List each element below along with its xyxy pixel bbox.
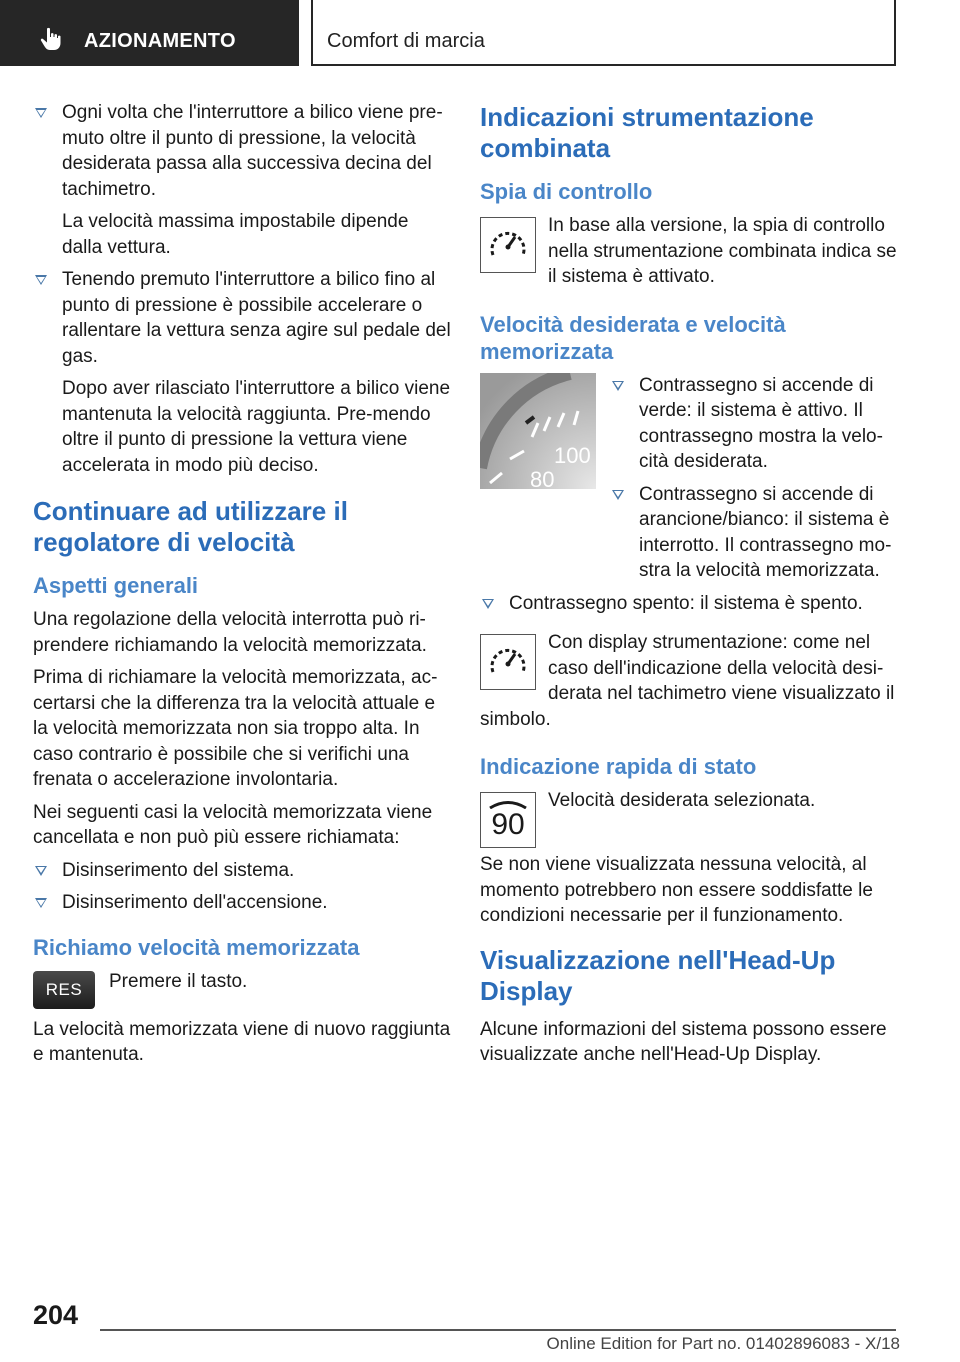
res-button-image: RES	[33, 971, 95, 1009]
paragraph: Nei seguenti casi la velocità memorizzata viene cancellata e non può più essere richiamata:	[33, 801, 433, 848]
section-heading: Continuare ad utilizzare il regolatore di velocità	[33, 496, 348, 557]
set-speed-value: 90	[491, 808, 525, 841]
triangle-bullet-icon	[35, 898, 47, 908]
right-column	[480, 100, 900, 1075]
list-item-text: Tenendo premuto l'interruttore a bilico fino al punto di pressione è possibile accelerare o rallentare la vettura senza agire sul pedale del gas.	[62, 269, 451, 367]
triangle-bullet-icon	[612, 490, 624, 500]
edition-note: Online Edition for Part no. 01402896083 - X/18	[546, 1334, 900, 1353]
list-item-text: Ogni volta che l'interruttore a bilico viene pre-muto oltre il punto di pressione, la velocità desiderata passa alla successiva decina del tachimetro.	[62, 102, 443, 200]
section-title: AZIONAMENTO	[84, 30, 236, 52]
gauge-label: 100	[554, 442, 591, 468]
gauge-label: 80	[530, 466, 555, 489]
paragraph: Prima di richiamare la velocità memorizzata, ac-certarsi che la differenza tra la velocità attuale e la velocità memorizzata non sia troppo alta. In caso contrario è possibile che si verifichi una frenata o accelerazione involontaria.	[33, 667, 438, 790]
page-number: 204	[33, 1300, 79, 1330]
page-header	[0, 0, 960, 66]
list-item	[33, 267, 451, 369]
indicator-row	[480, 630, 900, 739]
triangle-bullet-icon	[35, 108, 47, 118]
list-item-text: Contrassegno si accende di arancione/bianco: il sistema è interrotto. Il contrassegno mo-stra la velocità memorizzata.	[639, 483, 892, 581]
paragraph: Se non viene visualizzata nessuna velocità, al momento potrebbero non essere soddisfatte le condizioni necessarie per il funzionamento.	[480, 854, 873, 926]
triangle-bullet-icon	[35, 866, 47, 876]
paragraph: Con display strumentazione: come nel caso dell'indicazione della velocità desi-derata nel tachimetro viene visualizzato il simbolo.	[480, 632, 895, 730]
list-item	[33, 858, 451, 884]
paragraph: La velocità memorizzata viene di nuovo raggiunta e mantenuta.	[33, 1018, 451, 1065]
list-note: La velocità massima impostabile dipende dalla vettura.	[62, 211, 409, 258]
subsection-heading: Spia di controllo	[480, 179, 653, 204]
chapter-title: Comfort di marcia	[327, 30, 485, 52]
paragraph: Una regolazione della velocità interrotta può ri-prendere richiamando la velocità memorizzata.	[33, 609, 427, 656]
triangle-bullet-icon	[612, 381, 624, 391]
paragraph: In base alla versione, la spia di controllo nella strumentazione combinata indica se il sistema è attivato.	[548, 215, 897, 287]
paragraph: Velocità desiderata selezionata.	[548, 790, 816, 811]
paragraph: Alcune informazioni del sistema possono essere visualizzate anche nell'Head-Up Display.	[480, 1018, 887, 1065]
subsection-heading: Richiamo velocità memorizzata	[33, 934, 360, 960]
res-instruction	[33, 969, 451, 1017]
subsection-heading: Aspetti generali	[33, 573, 199, 598]
list-item-text: Contrassegno si accende di verde: il sistema è attivo. Il contrassegno mostra la velo-cità desiderata.	[639, 374, 883, 472]
triangle-bullet-icon	[35, 275, 47, 285]
gauge-row	[480, 373, 900, 591]
section-tab	[0, 0, 299, 66]
subsection-heading: Velocità desiderata e velocità memorizzata	[480, 311, 786, 364]
set-speed-icon	[480, 792, 536, 848]
speedometer-icon	[480, 217, 536, 273]
indicator-row	[480, 213, 900, 297]
list-note: Dopo aver rilasciato l'interruttore a bilico viene mantenuta la velocità raggiunta. Pre-mendo oltre il punto di pressione la vettura viene accelerata in modo più deciso.	[62, 378, 451, 476]
triangle-bullet-icon	[482, 599, 494, 609]
speedometer-icon	[480, 634, 536, 690]
list-item	[33, 890, 451, 916]
list-item-text: Disinserimento dell'accensione.	[62, 892, 328, 913]
left-column	[33, 100, 451, 1075]
list-item	[480, 591, 900, 617]
list-item-text: Disinserimento del sistema.	[62, 859, 295, 881]
list-item	[610, 373, 900, 475]
subsection-heading: Indicazione rapida di stato	[480, 754, 757, 779]
list-item	[33, 100, 451, 202]
footer-divider	[100, 1329, 896, 1331]
section-heading: Indicazioni strumentazione combinata	[480, 102, 814, 163]
section-heading: Visualizzazione nell'Head-Up Display	[480, 944, 836, 1006]
hand-pointer-icon	[38, 26, 64, 52]
list-item	[610, 482, 900, 584]
chapter-tab	[311, 0, 896, 66]
indicator-row	[480, 788, 900, 852]
paragraph: Premere il tasto.	[109, 970, 248, 992]
speedometer-gauge-image	[480, 373, 596, 489]
list-item-text: Contrassegno spento: il sistema è spento.	[509, 592, 863, 614]
